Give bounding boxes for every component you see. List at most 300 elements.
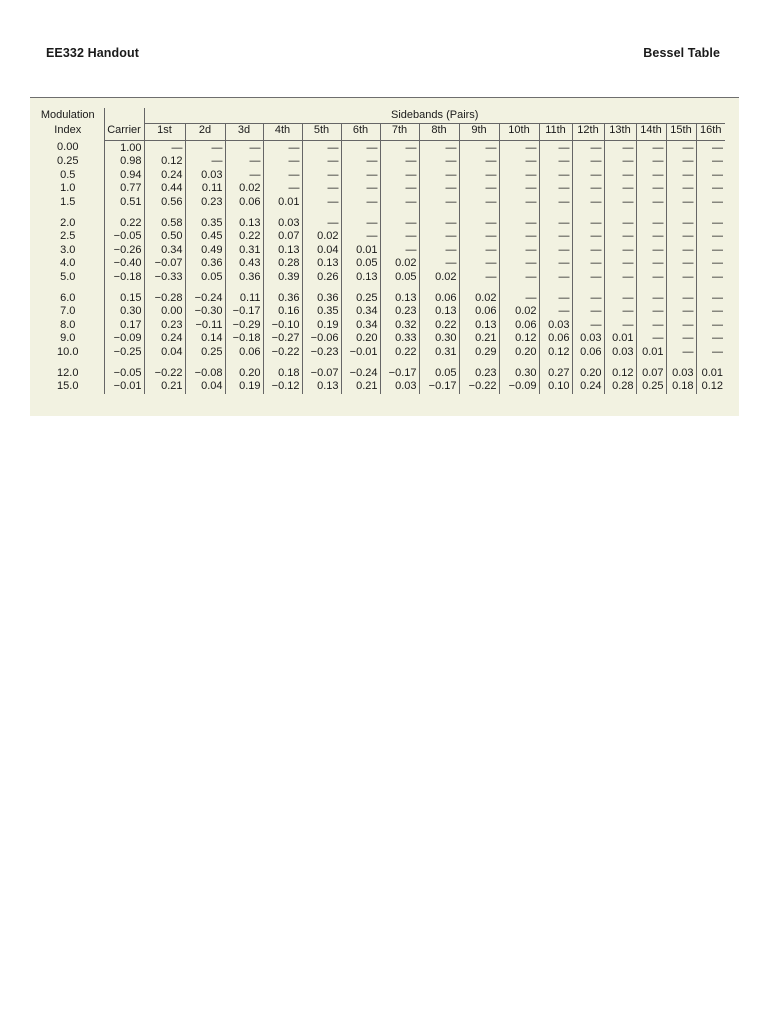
carrier-cell: −0.05 — [104, 230, 144, 244]
sideband-cell: −0.17 — [225, 305, 263, 319]
sideband-cell: — — [539, 155, 572, 169]
sideband-cell: — — [419, 210, 459, 231]
sideband-cell: 0.02 — [302, 230, 341, 244]
sideband-cell: 0.32 — [380, 319, 419, 333]
carrier-cell: −0.05 — [104, 360, 144, 381]
sideband-cell: — — [636, 332, 666, 346]
table-row — [32, 196, 725, 210]
sideband-header: 6th — [341, 124, 380, 141]
sideband-cell: 0.05 — [419, 360, 459, 381]
sideband-cell: — — [419, 230, 459, 244]
sideband-cell: 0.00 — [144, 305, 185, 319]
modulation-index-cell: 12.0 — [57, 366, 79, 379]
sideband-cell: — — [572, 305, 604, 319]
sideband-header: 3d — [225, 124, 263, 141]
modulation-index-cell: 1.5 — [60, 196, 76, 209]
sideband-cell: — — [604, 257, 636, 271]
sideband-cell: — — [539, 196, 572, 210]
sideband-cell: 0.12 — [499, 332, 539, 346]
sideband-cell: — — [666, 332, 696, 346]
sideband-header: 14th — [636, 124, 666, 141]
sideband-cell: — — [539, 169, 572, 183]
table-body — [32, 140, 725, 394]
sideband-cell: 0.45 — [185, 230, 225, 244]
sideband-cell: 0.02 — [380, 257, 419, 271]
sideband-cell: 0.23 — [380, 305, 419, 319]
carrier-cell: 0.17 — [104, 319, 144, 333]
sideband-header: 7th — [380, 124, 419, 141]
sideband-cell: — — [604, 271, 636, 285]
sideband-cell: — — [185, 140, 225, 155]
sideband-cell: 0.30 — [499, 360, 539, 381]
modulation-index-cell: 8.0 — [60, 318, 76, 331]
sideband-cell: 0.12 — [696, 380, 725, 394]
sideband-cell: 0.25 — [636, 380, 666, 394]
sideband-cell: — — [459, 257, 499, 271]
sideband-cell: 0.50 — [144, 230, 185, 244]
sideband-cell: −0.06 — [302, 332, 341, 346]
sideband-cell: 0.13 — [302, 380, 341, 394]
sideband-cell: 0.21 — [459, 332, 499, 346]
sideband-cell: — — [499, 196, 539, 210]
carrier-cell: 1.00 — [104, 140, 144, 155]
sideband-header: 12th — [572, 124, 604, 141]
sideband-cell: — — [263, 169, 302, 183]
sideband-cell: — — [636, 230, 666, 244]
sideband-cell: — — [459, 155, 499, 169]
sideband-cell: 0.02 — [419, 271, 459, 285]
sideband-cell: −0.22 — [144, 360, 185, 381]
sideband-cell: — — [419, 140, 459, 155]
sideband-cell: — — [696, 210, 725, 231]
sideband-cell: — — [263, 182, 302, 196]
table-row — [32, 257, 725, 271]
sideband-cell: — — [225, 155, 263, 169]
sideband-cell: — — [636, 319, 666, 333]
carrier-cell: 0.51 — [104, 196, 144, 210]
sideband-cell: 0.35 — [302, 305, 341, 319]
sideband-cell: — — [380, 196, 419, 210]
sideband-cell: 0.23 — [459, 360, 499, 381]
sideband-cell: — — [302, 140, 341, 155]
sideband-cell: — — [419, 155, 459, 169]
sideband-cell: 0.16 — [263, 305, 302, 319]
sideband-cell: — — [302, 155, 341, 169]
sideband-cell: 0.31 — [419, 346, 459, 360]
sideband-cell: 0.29 — [459, 346, 499, 360]
sideband-cell: — — [604, 155, 636, 169]
sideband-cell: 0.49 — [185, 244, 225, 258]
sideband-cell: — — [666, 230, 696, 244]
sideband-cell: 0.36 — [185, 257, 225, 271]
sideband-cell: — — [380, 230, 419, 244]
sideband-cell: 0.03 — [539, 319, 572, 333]
sideband-cell: 0.20 — [572, 360, 604, 381]
sideband-cell: 0.10 — [539, 380, 572, 394]
sideband-cell: — — [636, 196, 666, 210]
sideband-cell: — — [572, 169, 604, 183]
sideband-cell: — — [572, 210, 604, 231]
sideband-cell: — — [636, 182, 666, 196]
sideband-cell: 0.44 — [144, 182, 185, 196]
sideband-cell: — — [341, 196, 380, 210]
sideband-cell: — — [302, 169, 341, 183]
sideband-cell: — — [263, 155, 302, 169]
sideband-cell: 0.05 — [185, 271, 225, 285]
sideband-cell: 0.18 — [263, 360, 302, 381]
sideband-cell: — — [696, 155, 725, 169]
sideband-cell: 0.22 — [380, 346, 419, 360]
sideband-cell: — — [419, 257, 459, 271]
modulation-index-cell: 5.0 — [60, 271, 76, 284]
sideband-cell: — — [696, 257, 725, 271]
sideband-cell: — — [636, 169, 666, 183]
modulation-index-cell: 10.0 — [57, 346, 79, 358]
table-row — [32, 210, 725, 231]
sideband-cell: — — [419, 196, 459, 210]
sideband-cell: 0.13 — [419, 305, 459, 319]
sideband-cell: −0.28 — [144, 285, 185, 306]
sideband-cell: — — [666, 140, 696, 155]
carrier-cell: 0.77 — [104, 182, 144, 196]
sideband-cell: — — [419, 182, 459, 196]
carrier-cell: −0.18 — [104, 271, 144, 285]
sideband-cell: 0.13 — [302, 257, 341, 271]
sideband-cell: — — [696, 244, 725, 258]
sideband-cell: 0.28 — [604, 380, 636, 394]
sideband-cell: — — [696, 182, 725, 196]
sideband-cell: 0.36 — [225, 271, 263, 285]
sideband-cell: 0.30 — [419, 332, 459, 346]
sideband-header: 9th — [459, 124, 499, 141]
sideband-cell: — — [499, 210, 539, 231]
modulation-index-cell: 2.5 — [60, 230, 76, 243]
sideband-cell: — — [666, 285, 696, 306]
sideband-cell: 0.04 — [302, 244, 341, 258]
sideband-cell: — — [225, 169, 263, 183]
sideband-cell: — — [341, 230, 380, 244]
sideband-cell: 0.24 — [144, 332, 185, 346]
index-header-line2: Index — [54, 124, 82, 137]
sideband-cell: 0.33 — [380, 332, 419, 346]
sideband-cell: 0.58 — [144, 210, 185, 231]
sideband-cell: 0.21 — [144, 380, 185, 394]
sideband-cell: — — [499, 244, 539, 258]
sideband-cell: 0.03 — [666, 360, 696, 381]
sideband-cell: — — [666, 210, 696, 231]
sideband-cell: — — [302, 196, 341, 210]
modulation-index-cell: 6.0 — [60, 291, 76, 304]
sideband-cell: 0.22 — [225, 230, 263, 244]
sideband-cell: 0.06 — [539, 332, 572, 346]
sideband-cell: — — [539, 182, 572, 196]
sideband-cell: — — [459, 244, 499, 258]
sideband-cell: — — [604, 230, 636, 244]
sideband-cell: 0.43 — [225, 257, 263, 271]
sideband-cell: 0.02 — [225, 182, 263, 196]
sideband-cell: 0.05 — [341, 257, 380, 271]
sideband-cell: — — [696, 230, 725, 244]
carrier-cell: 0.15 — [104, 285, 144, 306]
sideband-cell: 0.36 — [302, 285, 341, 306]
table-row — [32, 230, 725, 244]
table-title: Bessel Table — [643, 46, 720, 60]
sideband-cell: 0.13 — [263, 244, 302, 258]
sideband-cell: — — [636, 155, 666, 169]
sideband-cell: −0.12 — [263, 380, 302, 394]
sideband-cell: 0.23 — [185, 196, 225, 210]
sideband-cell: — — [696, 140, 725, 155]
sideband-cell: — — [604, 319, 636, 333]
sideband-cell: — — [539, 285, 572, 306]
sideband-cell: — — [604, 210, 636, 231]
sideband-cell: −0.17 — [380, 360, 419, 381]
sideband-cell: — — [604, 169, 636, 183]
sideband-cell: −0.33 — [144, 271, 185, 285]
sideband-cell: −0.08 — [185, 360, 225, 381]
sideband-cell: — — [539, 271, 572, 285]
sideband-cell: — — [572, 230, 604, 244]
sideband-cell: −0.11 — [185, 319, 225, 333]
sideband-cell: — — [666, 244, 696, 258]
sideband-cell: — — [380, 155, 419, 169]
table-row — [32, 380, 725, 394]
sideband-header: 8th — [419, 124, 459, 141]
sideband-cell: — — [696, 169, 725, 183]
sideband-cell: — — [636, 285, 666, 306]
sideband-cell: — — [380, 169, 419, 183]
sideband-cell: 0.03 — [604, 346, 636, 360]
sideband-cell: — — [696, 285, 725, 306]
sideband-cell: — — [459, 230, 499, 244]
sideband-cell: — — [459, 182, 499, 196]
sideband-cell: 0.01 — [636, 346, 666, 360]
sideband-cell: 0.34 — [341, 305, 380, 319]
sideband-cell: — — [539, 230, 572, 244]
sideband-cell: 0.12 — [144, 155, 185, 169]
sideband-cell: 0.13 — [225, 210, 263, 231]
sideband-cell: 0.23 — [144, 319, 185, 333]
sideband-cell: — — [666, 196, 696, 210]
table-row — [32, 182, 725, 196]
sideband-cell: −0.30 — [185, 305, 225, 319]
carrier-cell: −0.01 — [104, 380, 144, 394]
sideband-cell: 0.39 — [263, 271, 302, 285]
modulation-index-cell: 1.0 — [60, 182, 76, 195]
sideband-cell: 0.22 — [419, 319, 459, 333]
sideband-header: 15th — [666, 124, 696, 141]
sideband-cell: — — [604, 305, 636, 319]
modulation-index-cell: 15.0 — [57, 380, 79, 393]
sideband-cell: −0.01 — [341, 346, 380, 360]
carrier-cell: 0.30 — [104, 305, 144, 319]
carrier-cell: 0.98 — [104, 155, 144, 169]
sideband-cell: — — [302, 210, 341, 231]
sideband-cell: 0.18 — [666, 380, 696, 394]
sideband-cell: — — [572, 271, 604, 285]
sideband-cell: −0.07 — [144, 257, 185, 271]
sideband-cell: — — [380, 140, 419, 155]
sideband-cell: 0.11 — [185, 182, 225, 196]
sideband-header: 2d — [185, 124, 225, 141]
sideband-cell: — — [499, 230, 539, 244]
sideband-cell: — — [696, 305, 725, 319]
sideband-header: 11th — [539, 124, 572, 141]
sideband-cell: — — [636, 271, 666, 285]
sideband-cell: 0.25 — [341, 285, 380, 306]
sideband-cell: 0.02 — [459, 285, 499, 306]
carrier-cell: −0.09 — [104, 332, 144, 346]
modulation-index-cell: 0.5 — [60, 168, 76, 181]
sideband-cell: −0.17 — [419, 380, 459, 394]
sidebands-title: Sidebands (Pairs) — [144, 108, 725, 124]
sideband-cell: 0.04 — [144, 346, 185, 360]
sideband-cell: — — [459, 271, 499, 285]
modulation-index-cell: 4.0 — [60, 257, 76, 270]
sideband-cell: −0.09 — [499, 380, 539, 394]
sideband-cell: — — [539, 257, 572, 271]
sideband-cell: 0.20 — [341, 332, 380, 346]
sideband-cell: — — [636, 305, 666, 319]
sideband-cell: 0.07 — [636, 360, 666, 381]
sideband-cell: 0.24 — [572, 380, 604, 394]
table-row — [32, 360, 725, 381]
sideband-cell: 0.11 — [225, 285, 263, 306]
sideband-cell: — — [696, 319, 725, 333]
sideband-cell: — — [666, 169, 696, 183]
sideband-cell: — — [459, 140, 499, 155]
sideband-cell: — — [459, 169, 499, 183]
sideband-cell: — — [604, 196, 636, 210]
sideband-cell: — — [144, 140, 185, 155]
sideband-cell: — — [459, 196, 499, 210]
sideband-header: 1st — [144, 124, 185, 141]
sideband-cell: — — [499, 257, 539, 271]
sideband-cell: 0.19 — [302, 319, 341, 333]
sideband-cell: — — [341, 210, 380, 231]
sideband-cell: 0.06 — [499, 319, 539, 333]
sideband-cell: — — [696, 196, 725, 210]
sideband-cell: — — [341, 182, 380, 196]
sideband-cell: — — [572, 196, 604, 210]
sideband-cell: — — [636, 257, 666, 271]
sideband-cell: — — [341, 140, 380, 155]
sideband-cell: 0.04 — [185, 380, 225, 394]
sideband-cell: 0.06 — [225, 346, 263, 360]
sideband-cell: — — [459, 210, 499, 231]
carrier-header: Carrier — [104, 124, 144, 141]
index-header-line1: Modulation — [40, 109, 95, 121]
sideband-cell: — — [636, 210, 666, 231]
table-row — [32, 285, 725, 306]
sideband-cell: — — [604, 285, 636, 306]
sideband-cell: 0.06 — [459, 305, 499, 319]
sideband-cell: −0.10 — [263, 319, 302, 333]
sideband-cell: 0.13 — [459, 319, 499, 333]
sideband-cell: — — [341, 169, 380, 183]
modulation-index-cell: 0.00 — [57, 141, 79, 154]
sideband-cell: — — [572, 155, 604, 169]
modulation-index-cell: 2.0 — [60, 216, 76, 229]
sideband-cell: — — [499, 155, 539, 169]
carrier-cell: 0.22 — [104, 210, 144, 231]
modulation-index-cell: 9.0 — [60, 332, 76, 345]
sideband-cell: 0.05 — [380, 271, 419, 285]
sideband-cell: 0.34 — [144, 244, 185, 258]
sideband-cell: 0.01 — [263, 196, 302, 210]
sideband-cell: −0.24 — [185, 285, 225, 306]
sideband-cell: 0.01 — [341, 244, 380, 258]
table-row — [32, 271, 725, 285]
sideband-cell: 0.20 — [499, 346, 539, 360]
sideband-cell: 0.12 — [604, 360, 636, 381]
sideband-cell: — — [666, 257, 696, 271]
sideband-header: 4th — [263, 124, 302, 141]
sideband-cell: 0.03 — [185, 169, 225, 183]
sideband-cell: — — [499, 271, 539, 285]
sideband-cell: — — [636, 140, 666, 155]
sideband-cell: — — [636, 244, 666, 258]
carrier-cell: 0.94 — [104, 169, 144, 183]
sideband-cell: — — [604, 244, 636, 258]
sideband-cell: 0.01 — [696, 360, 725, 381]
sideband-header: 5th — [302, 124, 341, 141]
table-row — [32, 140, 725, 155]
sideband-cell: 0.06 — [225, 196, 263, 210]
sideband-cell: −0.24 — [341, 360, 380, 381]
sideband-cell: 0.12 — [539, 346, 572, 360]
sideband-cell: — — [572, 319, 604, 333]
sideband-cell: — — [419, 244, 459, 258]
sideband-cell: 0.35 — [185, 210, 225, 231]
sideband-cell: — — [302, 182, 341, 196]
modulation-index-cell: 0.25 — [57, 155, 79, 168]
sideband-cell: — — [572, 257, 604, 271]
sideband-cell: −0.22 — [459, 380, 499, 394]
modulation-index-cell: 7.0 — [60, 305, 76, 318]
carrier-cell: −0.40 — [104, 257, 144, 271]
carrier-cell: −0.25 — [104, 346, 144, 360]
sideband-cell: 0.03 — [572, 332, 604, 346]
sideband-cell: 0.24 — [144, 169, 185, 183]
sideband-cell: −0.22 — [263, 346, 302, 360]
table-row — [32, 244, 725, 258]
sideband-cell: — — [572, 182, 604, 196]
sideband-cell: 0.34 — [341, 319, 380, 333]
sideband-cell: — — [666, 319, 696, 333]
sideband-cell: — — [666, 182, 696, 196]
sideband-cell: 0.25 — [185, 346, 225, 360]
sideband-cell: — — [499, 285, 539, 306]
table-row — [32, 155, 725, 169]
sideband-cell: — — [696, 332, 725, 346]
sideband-header: 10th — [499, 124, 539, 141]
sideband-cell: — — [539, 140, 572, 155]
sideband-cell: — — [572, 140, 604, 155]
sideband-cell: — — [380, 244, 419, 258]
table-row — [32, 305, 725, 319]
carrier-cell: −0.26 — [104, 244, 144, 258]
sideband-cell: 0.02 — [499, 305, 539, 319]
sideband-cell: 0.36 — [263, 285, 302, 306]
sideband-cell: −0.27 — [263, 332, 302, 346]
sideband-cell: — — [225, 140, 263, 155]
sideband-cell: 0.13 — [341, 271, 380, 285]
sideband-cell: — — [499, 169, 539, 183]
sideband-cell: 0.14 — [185, 332, 225, 346]
sideband-cell: — — [696, 346, 725, 360]
sideband-header: 16th — [696, 124, 725, 141]
